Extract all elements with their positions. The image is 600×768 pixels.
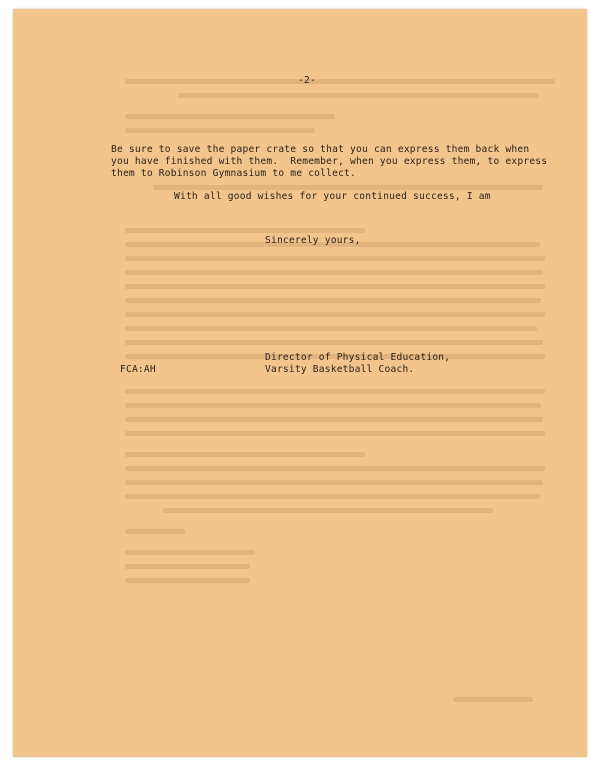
bleed-through-line [125,284,545,289]
signature-title-line: Director of Physical Education, [265,352,451,363]
bleed-through-line [125,298,541,303]
bleed-through-line [125,312,545,317]
closing-wish: With all good wishes for your continued success, I am [174,191,491,202]
bleed-through-line [125,270,543,275]
bleed-through-line [125,564,250,569]
bleed-through-line [125,417,543,422]
letter-page [13,9,587,757]
bleed-through-line [125,114,335,119]
body-line: them to Robinson Gymnasium to me collect. [111,168,357,179]
bleed-through-line [178,93,538,98]
body-line: Be sure to save the paper crate so that you can express them back when [111,144,530,155]
bleed-through-line [125,128,315,133]
bleed-through-line [125,431,545,436]
bleed-through-line [125,403,541,408]
bleed-through-line [125,529,185,534]
body-line: you have finished with them. Remember, when you express them, to express [111,156,548,167]
reference-initials: FCA:AH [120,364,156,375]
signature-title-line: Varsity Basketball Coach. [265,364,415,375]
bleed-through-line [453,697,533,702]
bleed-through-line [125,452,365,457]
bleed-through-line [163,508,493,513]
bleed-through-line [125,79,555,84]
bleed-through-line [125,326,537,331]
bleed-through-line [125,228,365,233]
bleed-through-line [125,389,545,394]
bleed-through-line [125,466,545,471]
bleed-through-line [125,480,543,485]
bleed-through-line [125,256,545,261]
bleed-through-line [125,340,543,345]
bleed-through-line [125,578,250,583]
bleed-through-line [125,494,540,499]
complimentary-close: Sincerely yours, [265,235,361,246]
bleed-through-line [125,550,255,555]
bleed-through-line [153,185,543,190]
page-number: -2- [298,75,316,86]
